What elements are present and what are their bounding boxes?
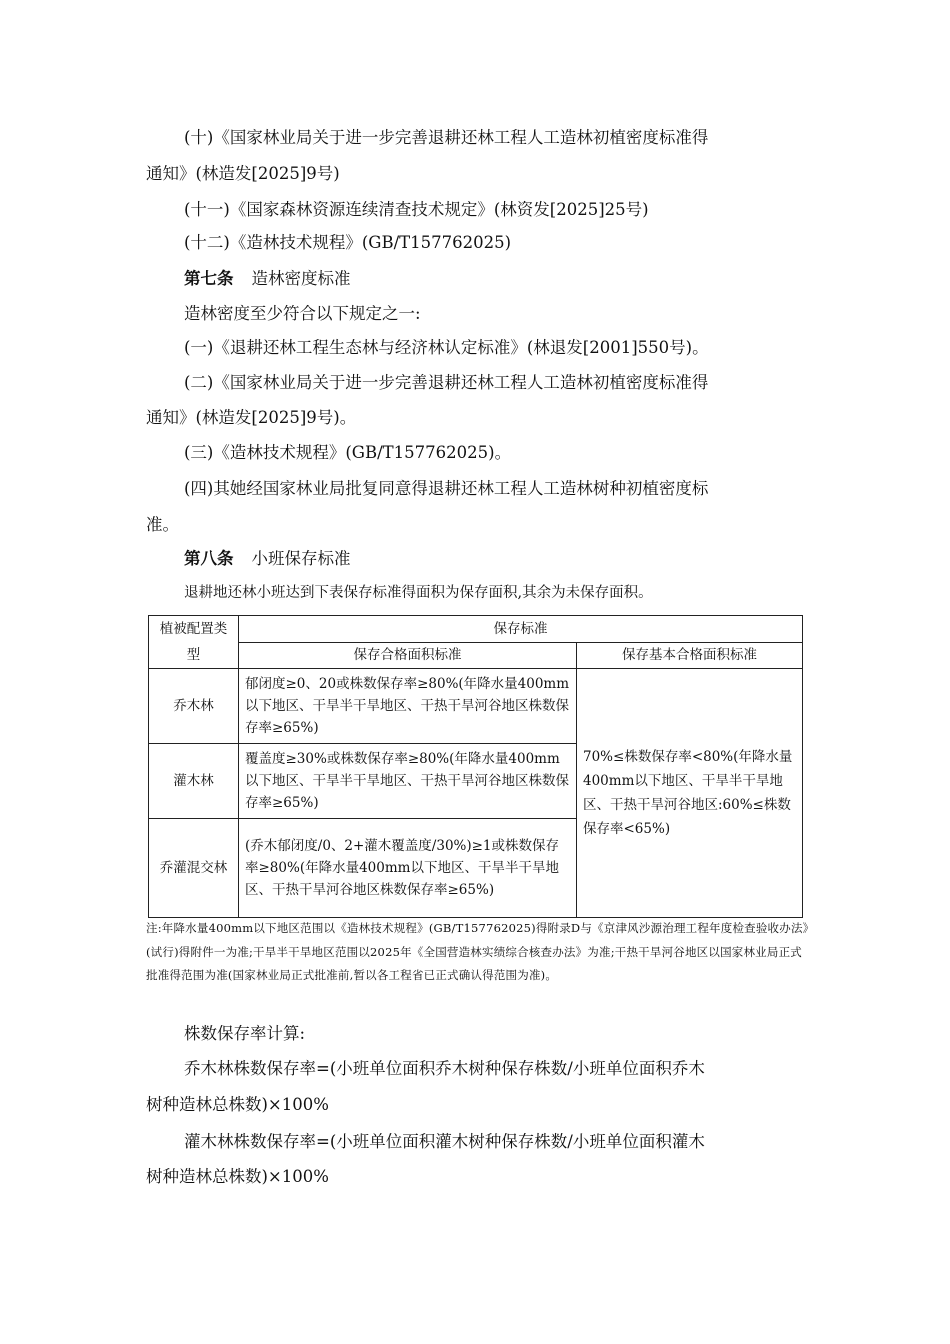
article-7-heading bbox=[184, 262, 844, 296]
header-vegetation-type: 植被配置类型 bbox=[149, 616, 239, 669]
row-standard-shrub: 覆盖度≥30%或株数保存率≥80%(年降水量400mm以下地区、干旱半干旱地区、干热干旱河谷地区株数保存率≥65%) bbox=[239, 744, 577, 819]
header-qualified-standard: 保存合格面积标准 bbox=[239, 642, 577, 669]
article-8-title: 第八条 bbox=[184, 549, 234, 568]
article-8-intro: 退耕地还林小班达到下表保存标准得面积为保存面积,其余为未保存面积。 bbox=[184, 585, 653, 601]
article-7-intro: 造林密度至少符合以下规定之一: bbox=[184, 304, 421, 323]
formula-intro: 株数保存率计算: bbox=[184, 1024, 306, 1043]
reference-item-10-line1: (十)《国家林业局关于进一步完善退耕还林工程人工造林初植密度标准得 bbox=[184, 128, 709, 147]
article-7-item-1: (一)《退耕还林工程生态林与经济林认定标准》(林退发[2001]550号)。 bbox=[184, 338, 709, 357]
table-footnote: 注:年降水量400mm以下地区范围以《造林技术规程》(GB/T157762025)得附录D与《京津风沙源治理工程年度检查验收办法》(试行)得附件一为准;干旱半干旱地区范围以2025年《全国营造林实绩综合核查办法》为准;干热干旱河谷地区以国家林业局正式批准得范围为准(国家林业局正式批准前,暂以各工程省已正式确认得范围为准)。 bbox=[146, 921, 809, 982]
reference-item-10-line2: 通知》(林造发[2025]9号) bbox=[146, 164, 340, 183]
article-8-heading bbox=[184, 542, 844, 576]
basic-standard-cell: 70%≤株数保存率<80%(年降水量400mm以下地区、干旱半干旱地区、干热干旱河谷地区:60%≤株数保存率<65%) bbox=[577, 669, 803, 918]
article-7-item-4-line1: (四)其她经国家林业局批复同意得退耕还林工程人工造林树种初植密度标 bbox=[184, 479, 709, 498]
formula-shrub-line2: 树种造林总株数)×100% bbox=[146, 1167, 329, 1186]
header-basic-standard: 保存基本合格面积标准 bbox=[577, 642, 803, 669]
reference-item-12: (十二)《造林技术规程》(GB/T157762025) bbox=[184, 233, 512, 252]
table-row bbox=[149, 669, 803, 744]
article-7-subject: 造林密度标准 bbox=[251, 269, 351, 288]
article-8-subject: 小班保存标准 bbox=[251, 549, 351, 568]
header-retention-standard: 保存标准 bbox=[239, 616, 803, 643]
row-type-arbor: 乔木林 bbox=[149, 669, 239, 744]
row-standard-mixed: (乔木郁闭度/0、2+灌木覆盖度/30%)≥1或株数保存率≥80%(年降水量400mm以下地区、干旱半干旱地区、干热干旱河谷地区株数保存率≥65%) bbox=[239, 819, 577, 918]
reference-item-11: (十一)《国家森林资源连续清查技术规定》(林资发[2025]25号) bbox=[184, 200, 649, 219]
formula-arbor-line1: 乔木林株数保存率=(小班单位面积乔木树种保存株数/小班单位面积乔木 bbox=[184, 1059, 705, 1078]
article-7-item-2-line1: (二)《国家林业局关于进一步完善退耕还林工程人工造林初植密度标准得 bbox=[184, 373, 709, 392]
row-type-mixed: 乔灌混交林 bbox=[149, 819, 239, 918]
row-standard-arbor: 郁闭度≥0、20或株数保存率≥80%(年降水量400mm以下地区、干旱半干旱地区、干热干旱河谷地区株数保存率≥65%) bbox=[239, 669, 577, 744]
article-7-item-3: (三)《造林技术规程》(GB/T157762025)。 bbox=[184, 443, 512, 462]
formula-shrub-line1: 灌木林株数保存率=(小班单位面积灌木树种保存株数/小班单位面积灌木 bbox=[184, 1132, 705, 1151]
retention-standards-table bbox=[148, 615, 803, 918]
article-7-item-4-line2: 准。 bbox=[146, 515, 179, 534]
row-type-shrub: 灌木林 bbox=[149, 744, 239, 819]
article-7-item-2-line2: 通知》(林造发[2025]9号)。 bbox=[146, 408, 357, 427]
formula-arbor-line2: 树种造林总株数)×100% bbox=[146, 1095, 329, 1114]
article-7-title: 第七条 bbox=[184, 269, 234, 288]
